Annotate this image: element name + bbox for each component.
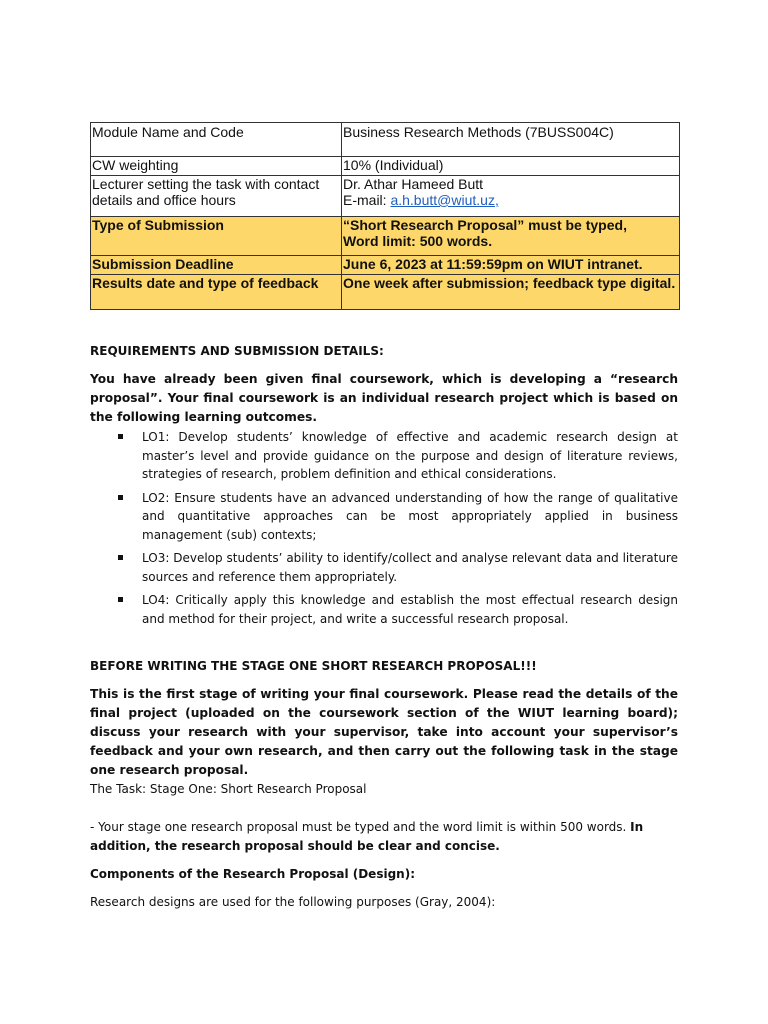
coursework-info-table [90,122,680,310]
submission-type-value [342,217,680,256]
list-item [114,489,678,545]
square-bullet-icon [118,434,123,439]
weighting-value: 10% (Individual) [342,157,680,176]
learning-outcomes-list [114,428,678,633]
square-bullet-icon [118,597,123,602]
feedback-label: Results date and type of feedback [91,275,342,310]
submission-type-line1: “Short Research Proposal” must be typed, [343,217,627,233]
task-text-plain: - Your stage one research proposal must be typed and the word limit is within 500 words. [90,820,631,834]
module-value: Business Research Methods (7BUSS004C) [342,123,680,157]
weighting-label: CW weighting [91,157,342,176]
lecturer-value [342,176,680,217]
before-heading: BEFORE WRITING THE STAGE ONE SHORT RESEARCH PROPOSAL!!! [90,659,537,673]
intro-paragraph: You have already been given final coursework, which is developing a “research proposal”. Your final coursework is an individual research project which is based on the following learning outcomes. [90,372,678,424]
deadline-value: June 6, 2023 at 11:59:59pm on WIUT intranet. [342,256,680,275]
square-bullet-icon [118,495,123,500]
list-item [114,428,678,484]
email-link[interactable]: a.h.butt@wiut.uz, [390,192,499,208]
task-heading: The Task: Stage One: Short Research Proposal [90,782,367,796]
lo2-text: LO2: Ensure students have an advanced understanding of how the range of qualitative and quantitative approaches can be most appropriately applied in business management (sub) contexts; [142,490,678,542]
submission-type-line2: Word limit: 500 words. [343,233,493,249]
task-paragraph [90,818,678,855]
table-row [91,217,680,256]
email-prefix: E-mail: [343,192,391,208]
before-paragraph: This is the first stage of writing your final coursework. Please read the details of the final project (uploaded on the coursework section of the WIUT learning board); discuss your research with your supervisor, take into account your supervisor’s feedback and your own research, and then carry out the following task in the stage one research proposal. [90,687,678,777]
lecturer-email-line [343,192,678,208]
module-label: Module Name and Code [91,123,342,157]
task-text-bold: In addition, the research proposal should be clear and concise. [90,820,644,853]
lo1-text: LO1: Develop students’ knowledge of effective and academic research design at master’s level and provide guidance on the purpose and design of literature reviews, strategies of research, problem definition and ethical considerations. [142,430,678,481]
table-row [91,123,680,157]
lo3-text: LO3: Develop students’ ability to identify/collect and analyse relevant data and literature sources and reference them appropriately. [142,551,678,584]
list-item [114,549,678,586]
feedback-value: One week after submission; feedback type digital. [342,275,680,310]
components-heading: Components of the Research Proposal (Design): [90,867,415,881]
designs-paragraph: Research designs are used for the following purposes (Gray, 2004): [90,895,496,909]
lecturer-label: Lecturer setting the task with contact details and office hours [91,176,342,217]
lecturer-name: Dr. Athar Hameed Butt [343,176,484,192]
list-item [114,591,678,628]
table-row [91,176,680,217]
square-bullet-icon [118,555,123,560]
lo4-text: LO4: Critically apply this knowledge and establish the most effectual research design and method for their project, and write a successful research proposal. [142,593,678,626]
table-row [91,275,680,310]
requirements-heading: REQUIREMENTS AND SUBMISSION DETAILS: [90,344,384,358]
table-row [91,157,680,176]
submission-type-label: Type of Submission [91,217,342,256]
deadline-label: Submission Deadline [91,256,342,275]
table-row [91,256,680,275]
